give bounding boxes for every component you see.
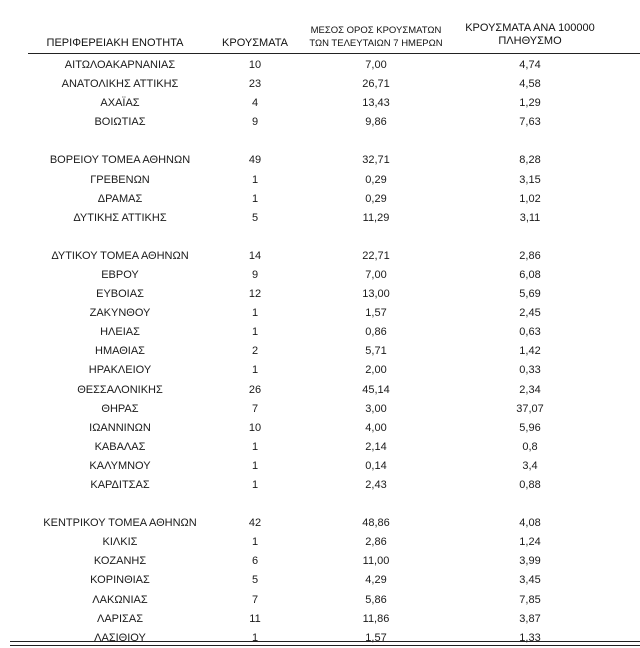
avg7-cell: 1,57 (365, 307, 387, 320)
per100k-cell: 2,45 (519, 307, 541, 320)
table-row (0, 400, 640, 419)
per100k-cell: 5,96 (519, 421, 541, 434)
table-row (0, 381, 640, 400)
cases-cell: 1 (251, 364, 259, 377)
header-divider (28, 53, 640, 54)
avg7-cell: 0,29 (365, 173, 387, 186)
per100k-cell: 0,8 (522, 440, 538, 453)
region-cell: ΒΟΡΕΙΟΥ ΤΟΜΕΑ ΑΘΗΝΩΝ (49, 154, 191, 167)
avg7-cell: 3,00 (365, 402, 387, 415)
region-cell: ΘΕΣΣΑΛΟΝΙΚΗΣ (77, 383, 163, 396)
per100k-cell: 1,02 (519, 192, 541, 205)
cases-cell: 1 (251, 440, 259, 453)
cases-cell: 42 (248, 517, 262, 530)
table-header (0, 0, 640, 52)
table-row (0, 591, 640, 610)
cases-cell: 7 (251, 593, 259, 606)
cases-cell: 10 (248, 59, 262, 71)
cases-cell: 5 (251, 211, 259, 224)
avg7-cell: 7,00 (365, 59, 387, 71)
table-row (0, 610, 640, 629)
avg7-cell: 45,14 (362, 383, 390, 396)
cases-cell: 1 (251, 631, 259, 644)
avg7-cell: 0,29 (365, 192, 387, 205)
per100k-cell: 3,99 (519, 555, 541, 568)
region-cell: ΚΕΝΤΡΙΚΟΥ ΤΟΜΕΑ ΑΘΗΝΩΝ (43, 517, 197, 530)
per100k-cell: 3,87 (519, 612, 541, 625)
per100k-cell: 5,69 (519, 288, 541, 300)
per100k-cell: 3,45 (519, 574, 541, 587)
avg7-cell: 2,86 (365, 536, 387, 549)
cases-cell: 1 (251, 173, 259, 186)
table-row (0, 342, 640, 361)
region-cell: ΚΟΖΑΝΗΣ (93, 555, 147, 568)
avg7-cell: 5,71 (365, 345, 387, 358)
table-row (0, 552, 640, 571)
per100k-cell: 1,33 (519, 631, 541, 644)
per100k-cell: 1,24 (519, 536, 541, 549)
per100k-cell: 3,4 (522, 459, 538, 472)
bottom-double-rule (10, 641, 640, 646)
region-cell: ΑΧΑΪΑΣ (100, 97, 140, 110)
per100k-cell: 2,86 (519, 249, 541, 262)
cases-cell: 6 (251, 555, 259, 568)
cases-cell: 1 (251, 192, 259, 205)
cases-cell: 23 (248, 78, 262, 91)
cases-cell: 1 (251, 479, 259, 491)
cases-cell: 2 (251, 345, 259, 358)
avg7-cell: 32,71 (362, 154, 390, 167)
table-row (0, 285, 640, 304)
region-cell: ΕΥΒΟΙΑΣ (96, 288, 144, 300)
table-row (0, 209, 640, 228)
cases-cell: 26 (248, 383, 262, 396)
region-cell: ΔΥΤΙΚΟΥ ΤΟΜΕΑ ΑΘΗΝΩΝ (51, 249, 189, 262)
region-cell: ΓΡΕΒΕΝΩΝ (90, 173, 150, 186)
header-per100k (450, 22, 610, 48)
header-cases: ΚΡΟΥΣΜΑΤΑ (222, 37, 288, 49)
region-cell: ΔΥΤΙΚΗΣ ΑΤΤΙΚΗΣ (73, 211, 167, 224)
table-row (0, 190, 640, 209)
region-cell: ΔΡΑΜΑΣ (97, 192, 143, 205)
avg7-cell: 26,71 (362, 78, 390, 91)
region-cell: ΑΙΤΩΛΟΑΚΑΡΝΑΝΙΑΣ (64, 59, 176, 71)
per100k-cell: 7,63 (519, 116, 541, 129)
table-row (0, 266, 640, 285)
header-per100k-line2: ΠΛΗΘΥΣΜΟ (498, 35, 562, 47)
region-cell: ΛΑΚΩΝΙΑΣ (92, 593, 148, 606)
cases-cell: 1 (251, 326, 259, 339)
avg7-cell: 4,29 (365, 574, 387, 587)
per100k-cell: 4,74 (519, 59, 541, 71)
table-row (0, 361, 640, 380)
cases-cell: 1 (251, 459, 259, 472)
avg7-cell: 1,57 (365, 631, 387, 644)
cases-cell: 14 (248, 249, 262, 262)
header-avg7-line2: ΤΩΝ ΤΕΛΕΥΤΑΙΩΝ 7 ΗΜΕΡΩΝ (309, 38, 443, 49)
avg7-cell: 2,14 (365, 440, 387, 453)
table-row (0, 75, 640, 94)
per100k-cell: 3,15 (519, 173, 541, 186)
header-avg7 (296, 24, 456, 50)
avg7-cell: 9,86 (365, 116, 387, 129)
header-avg7-line1: ΜΕΣΟΣ ΟΡΟΣ ΚΡΟΥΣΜΑΤΩΝ (310, 25, 442, 36)
region-cell: ΕΒΡΟΥ (101, 268, 139, 281)
region-cell: ΒΟΙΩΤΙΑΣ (94, 116, 146, 129)
cases-cell: 49 (248, 154, 262, 167)
avg7-cell: 13,43 (362, 97, 390, 110)
avg7-cell: 2,00 (365, 364, 387, 377)
cases-cell: 12 (248, 288, 262, 300)
per100k-cell: 1,42 (519, 345, 541, 358)
region-cell: ΗΡΑΚΛΕΙΟΥ (88, 364, 152, 377)
table-row (0, 171, 640, 190)
cases-cell: 11 (249, 612, 261, 625)
avg7-cell: 11,86 (362, 612, 390, 625)
avg7-cell: 13,00 (362, 288, 390, 300)
region-cell: ΛΑΡΙΣΑΣ (96, 612, 143, 625)
per100k-cell: 0,33 (519, 364, 541, 377)
table-row (0, 94, 640, 113)
cases-cell: 5 (251, 574, 259, 587)
avg7-cell: 0,14 (365, 459, 387, 472)
per100k-cell: 1,29 (519, 97, 541, 110)
per100k-cell: 6,08 (519, 268, 541, 281)
table-row (0, 304, 640, 323)
header-region: ΠΕΡΙΦΕΡΕΙΑΚΗ ΕΝΟΤΗΤΑ (46, 37, 184, 49)
region-cell: ΙΩΑΝΝΙΝΩΝ (89, 421, 151, 434)
table-row (0, 438, 640, 457)
region-cell: ΚΑΡΔΙΤΣΑΣ (90, 479, 150, 491)
per100k-cell: 0,88 (519, 479, 541, 491)
avg7-cell: 5,86 (365, 593, 387, 606)
region-cell: ΚΟΡΙΝΘΙΑΣ (90, 574, 150, 587)
avg7-cell: 11,29 (362, 211, 390, 224)
table-row (0, 151, 640, 170)
region-cell: ΗΛΕΙΑΣ (100, 326, 140, 339)
per100k-cell: 2,34 (519, 383, 541, 396)
region-cell: ΚΑΒΑΛΑΣ (94, 440, 146, 453)
per100k-cell: 4,58 (519, 78, 541, 91)
region-cell: ΗΜΑΘΙΑΣ (95, 345, 145, 358)
cases-cell: 1 (251, 307, 259, 320)
table-row (0, 247, 640, 266)
cases-cell: 7 (251, 402, 259, 415)
region-cell: ΑΝΑΤΟΛΙΚΗΣ ΑΤΤΙΚΗΣ (61, 78, 179, 91)
region-cell: ΖΑΚΥΝΘΟΥ (89, 307, 151, 320)
per100k-cell: 7,85 (519, 593, 541, 606)
avg7-cell: 48,86 (362, 517, 390, 530)
header-per100k-line1: ΚΡΟΥΣΜΑΤΑ ΑΝΑ 100000 (465, 22, 595, 34)
table-row (0, 514, 640, 533)
avg7-cell: 2,43 (365, 479, 387, 491)
cases-cell: 4 (251, 97, 259, 110)
avg7-cell: 4,00 (365, 421, 387, 434)
table-row (0, 113, 640, 132)
region-cell: ΘΗΡΑΣ (101, 402, 139, 415)
cases-cell: 1 (251, 536, 259, 549)
table-row (0, 323, 640, 342)
per100k-cell: 37,07 (516, 402, 544, 415)
avg7-cell: 7,00 (365, 268, 387, 281)
cases-cell: 10 (248, 421, 262, 434)
table-row (0, 476, 640, 495)
avg7-cell: 22,71 (362, 249, 390, 262)
table-row (0, 56, 640, 75)
per100k-cell: 4,08 (519, 517, 541, 530)
table-row (0, 457, 640, 476)
per100k-cell: 3,11 (519, 211, 541, 224)
region-cell: ΚΑΛΥΜΝΟΥ (89, 459, 151, 472)
avg7-cell: 0,86 (365, 326, 387, 339)
table-row (0, 533, 640, 552)
cases-cell: 9 (251, 268, 259, 281)
table-row (0, 419, 640, 438)
avg7-cell: 11,00 (362, 555, 390, 568)
cases-cell: 9 (251, 116, 259, 129)
table-row (0, 571, 640, 590)
per100k-cell: 8,28 (519, 154, 541, 167)
region-cell: ΛΑΣΙΘΙΟΥ (94, 631, 146, 644)
region-cell: ΚΙΛΚΙΣ (102, 536, 138, 549)
per100k-cell: 0,63 (519, 326, 541, 339)
